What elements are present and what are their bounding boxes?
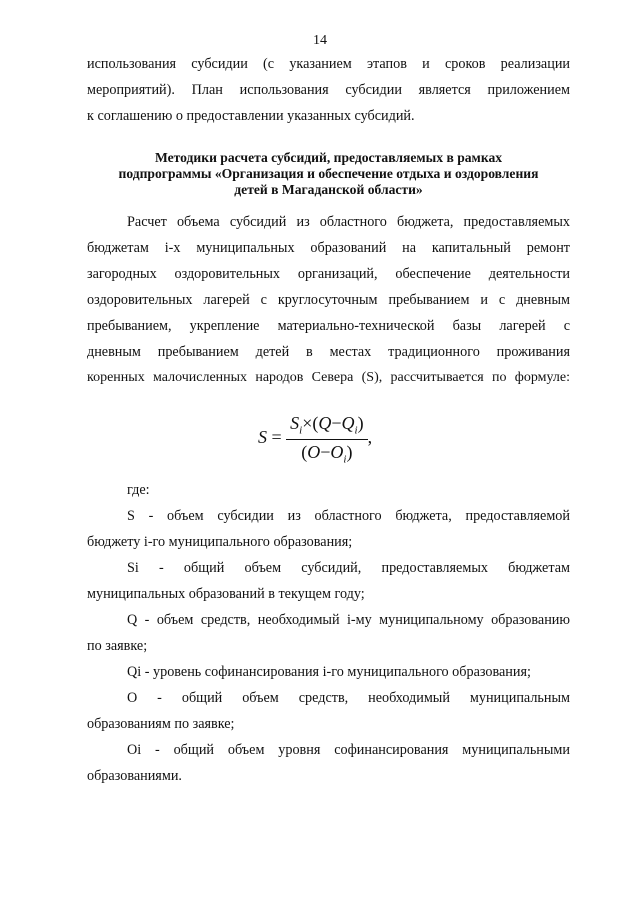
definition-line: Qi - уровень софинансирования i-го муниципального образования; [127, 664, 531, 680]
subsidy-formula [258, 413, 372, 465]
definition-line: Q - объем средств, необходимый i-му муниципальному образованию [127, 612, 570, 628]
calculation-paragraph [87, 209, 570, 391]
formula-denominator: $(O-O_i)$ [301, 441, 353, 466]
intro-paragraph [87, 51, 570, 129]
text-line: коренных малочисленных народов Севера (S), рассчитывается по формуле: [87, 370, 570, 385]
text-line: мероприятий). План использования субсидии является приложением [87, 82, 570, 98]
text-line: загородных оздоровительных организаций, обеспечение деятельности [87, 266, 570, 282]
heading-line: детей в Магаданской области» [234, 182, 423, 197]
definition-line: образованиям по заявке; [87, 716, 235, 732]
formula-equals: = [271, 427, 282, 448]
text-line: оздоровительных лагерей с круглосуточным пребыванием и с дневным [87, 292, 570, 308]
text-line: Расчет объема субсидий из областного бюджета, предоставляемых [127, 214, 570, 230]
formula-lhs: S [258, 427, 267, 448]
where-label: где: [127, 482, 150, 498]
text-line: использования субсидии (с указанием этапов и сроков реализации [87, 56, 570, 72]
definition-line: по заявке; [87, 638, 148, 654]
text-line: дневным пребыванием детей в местах традиционного проживания [87, 344, 570, 360]
heading-line: подпрограммы «Организация и обеспечение отдыха и оздоровления [118, 166, 539, 181]
definition-line: O - общий объем средств, необходимый муниципальным [127, 690, 570, 706]
definition-line: S - объем субсидии из областного бюджета, предоставляемой [127, 508, 570, 524]
text-line: к соглашению о предоставлении указанных субсидий. [87, 108, 415, 124]
section-heading [87, 150, 570, 198]
definition-line: Oi - общий объем уровня софинансирования муниципальными [127, 742, 570, 758]
definition-line: образованиями. [87, 768, 182, 784]
text-line: бюджетам i-х муниципальных образований на капитальный ремонт [87, 240, 570, 256]
definitions-list [87, 503, 570, 789]
definition-line: Si - общий объем субсидий, предоставляемых бюджетам [127, 560, 570, 576]
text-line: пребыванием, укрепление материально-технической базы лагерей с [87, 318, 570, 334]
page-number: 14 [313, 33, 327, 48]
formula-fraction [286, 413, 367, 465]
q-var: Q [318, 413, 332, 433]
definition-line: муниципальных образований в текущем году; [87, 586, 365, 602]
definition-line: бюджету i-го муниципального образования; [87, 534, 353, 550]
formula-comma: , [367, 427, 373, 448]
formula-numerator: $S_i\times(Q-Q_i)$ [286, 413, 367, 440]
heading-line: Методики расчета субсидий, предоставляемых в рамках [154, 150, 503, 165]
